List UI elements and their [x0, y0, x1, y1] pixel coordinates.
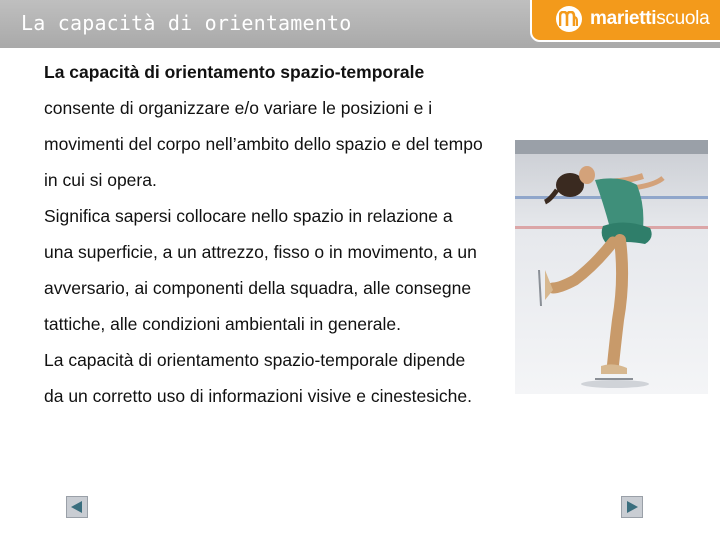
triangle-left-icon	[70, 500, 84, 514]
previous-button[interactable]	[66, 496, 88, 518]
paragraph-meaning	[44, 198, 484, 342]
page-title: La capacità di orientamento	[21, 11, 352, 35]
logo-brand-bold: marietti	[590, 8, 657, 29]
next-button[interactable]	[621, 496, 643, 518]
publisher-logo	[530, 0, 720, 42]
paragraph-dependency	[44, 342, 484, 414]
paragraph-definition	[44, 54, 484, 198]
logo-brand-light: scuola	[656, 8, 710, 29]
triangle-right-icon	[625, 500, 639, 514]
marietti-logo-icon	[556, 6, 582, 32]
figure-skater-photo	[515, 140, 708, 394]
paragraph-meaning-text: Significa sapersi collocare nello spazio in relazione a una superficie, a un attrezzo, fisso o in movimento, a un avversario, ai componenti della squadra, alle consegne tattiche, alle condizioni ambientali in generale.	[44, 206, 477, 334]
paragraph-definition-text: consente di organizzare e/o variare le posizioni e i movimenti del corpo nell’ambito dello spazio e del tempo in cui si opera.	[44, 98, 483, 190]
paragraph-definition-bold: La capacità di orientamento spazio-temporale	[44, 62, 425, 82]
logo-wordmark	[590, 8, 709, 30]
paragraph-dependency-text: La capacità di orientamento spazio-temporale dipende da un corretto uso di informazioni visive e cinestesiche.	[44, 350, 472, 406]
slide-body	[44, 54, 484, 414]
